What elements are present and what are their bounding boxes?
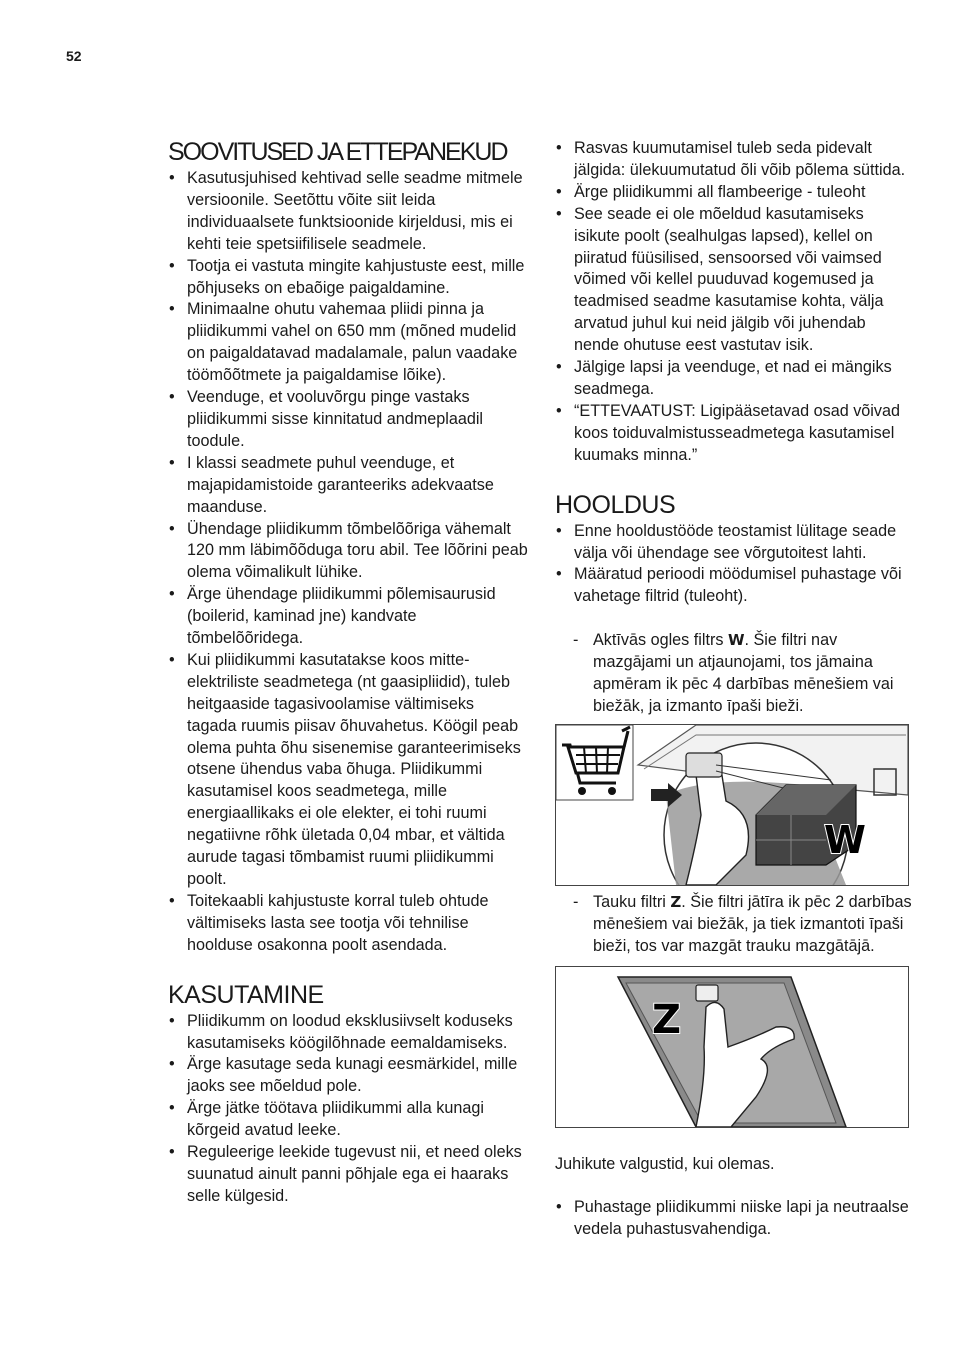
list-item: • “ETTEVAATUST: Ligipääsetavad osad võivad koos toiduvalmistusseadmetega kasutamisel kuumaks minna.”: [555, 401, 913, 467]
grease-filter-text-start: Tauku filtri: [593, 892, 671, 911]
list-item: • Määratud perioodi möödumisel puhastage või vahetage filtrid (tuleoht).: [555, 564, 913, 608]
list-item: • Reguleerige leekide tugevust nii, et need oleks suunatud ainult panni põhjale ega ei haaraks selle külgesid.: [168, 1142, 528, 1208]
list-item: • Ärge ühendage pliidikummi põlemisaurusid (boilerid, kaminad jne) kandvate tõmbelõõridega.: [168, 584, 528, 650]
left-column: [168, 138, 528, 1208]
dash-marker: -: [573, 631, 579, 650]
list-item: • Ärge jätke töötava pliidikummi alla kunagi kõrgeid avatud leeke.: [168, 1098, 528, 1142]
usage-list: [168, 1011, 528, 1208]
grease-filter-illustration: [555, 966, 909, 1128]
list-item: • Ühendage pliidikumm tõmbelõõriga vähemalt 120 mm läbimõõduga toru abil. Tee lõõrini peab olema võimalikult lühike.: [168, 519, 528, 585]
carbon-filter-note: [555, 630, 913, 718]
list-item: • Rasvas kuumutamisel tuleb seda pidevalt jälgida: ülekuumutatud õli võib põlema süttida.: [555, 138, 913, 182]
section-title-usage: KASUTAMINE: [168, 980, 324, 1009]
grease-filter-text-end: . Šie filtri jātīra ik pēc 2 darbības mēnešiem vai biežāk, ja tiek izmantoti īpaši bieži, tos var mazgāt trauku mazgātājā.: [593, 892, 912, 955]
safety-list: [555, 138, 913, 467]
section-title-recommendations: SOOVITUSED JA ETTEPANEKUD: [168, 138, 507, 166]
right-column: [555, 138, 913, 1241]
list-item: • Pliidikumm on loodud eksklusiivselt koduseks kasutamiseks köögilõhnade eemaldamiseks.: [168, 1011, 528, 1055]
list-item: • See seade ei ole mõeldud kasutamiseks isikute poolt (sealhulgas lapsed), kellel on piiratud füüsilised, sensoorsed või vaimsed võimed või kellel puuduvad kogemused ja teadmised seadme kasutamise kohta, välja arvatud juhul kui neid jälgib või juhendab nende ohutuse eest vastutav isik.: [555, 204, 913, 357]
recommendations-list: [168, 168, 528, 957]
list-item: • Kui pliidikummi kasutatakse koos mitte-elektriliste seadmetega (nt gaasipliidid), tuleb heitgaaside tagasivoolamise vältimiseks tagada ruumis piisav õhuvahetus. Köögil peab olema puhta õhu sisenemise garanteerimiseks otsene ühendus vaba õhuga. Pliidikummi kasutamisel koos seadmetega, mille energiaallikaks ei ole elekter, ei tohi ruumi negatiivne rõhk ületada 0,04 mbar, et vältida aurude tagasi tõmbamist ruumi pliidikummi poolt.: [168, 650, 528, 891]
list-item: • Puhastage pliidikummi niiske lapi ja neutraalse vedela puhastusvahendiga.: [555, 1197, 913, 1241]
maintenance-list: [555, 521, 913, 609]
list-item: • Veenduge, et vooluvõrgu pinge vastaks pliidikummi sisse kinnitatud andmeplaadil toodule.: [168, 387, 528, 453]
filter-letter-z-label: Z: [652, 996, 682, 1043]
list-item: • Enne hooldustööde teostamist lülitage seade välja või ühendage see võrgutoitest lahti.: [555, 521, 913, 565]
lighting-note: Juhikute valgustid, kui olemas.: [555, 1154, 775, 1173]
filter-letter-w: W: [727, 631, 745, 650]
grease-filter-drawing: [556, 967, 908, 1127]
section-title-maintenance: HOOLDUS: [555, 490, 676, 519]
page-number: 52: [66, 48, 82, 64]
dash-marker: -: [573, 892, 579, 911]
carbon-filter-text-end: . Šie filtri nav mazgājami un atjaunojami, tos jāmaina apmēram ik pēc 4 darbības mēnešiem vai biežāk, ja izmanto īpaši bieži.: [593, 631, 894, 715]
list-item: • Kasutusjuhised kehtivad selle seadme mitmele versioonile. Seetõttu võite siit leida individuaalsete funktsioonide kirjeldusi, mis ei kehti teie spetsiifilisele seadmele.: [168, 168, 528, 256]
list-item: • Minimaalne ohutu vahemaa pliidi pinna ja pliidikummi vahel on 650 mm (mõned mudelid on paigaldatavad madalamale, palun vaadake töömõõtmete ja paigaldamise lõike).: [168, 299, 528, 387]
list-item: • Ärge pliidikummi all flambeerige - tuleoht: [555, 182, 913, 204]
filter-letter-z: Z: [670, 892, 682, 911]
list-item: • Jälgige lapsi ja veenduge, et nad ei mängiks seadmega.: [555, 357, 913, 401]
carbon-filter-text-start: Aktīvās ogles filtrs: [593, 631, 728, 650]
carbon-filter-drawing: [556, 725, 908, 885]
grease-filter-note: [555, 892, 913, 958]
list-item: • Toitekaabli kahjustuste korral tuleb ohtude vältimiseks lasta see tootja või tehnilise hoolduse osakonna poolt asendada.: [168, 891, 528, 957]
list-item: • Tootja ei vastuta mingite kahjustuste eest, mille põhjuseks on ebaõige paigaldamine.: [168, 256, 528, 300]
carbon-filter-illustration: [555, 724, 909, 886]
list-item: • Ärge kasutage seda kunagi eesmärkidel, mille jaoks see mõeldud pole.: [168, 1054, 528, 1098]
list-item: • I klassi seadmete puhul veenduge, et majapidamistoide garanteeriks adekvaatse maanduse.: [168, 453, 528, 519]
filter-letter-w-label: W: [824, 817, 866, 862]
cleaning-list: [555, 1197, 913, 1241]
